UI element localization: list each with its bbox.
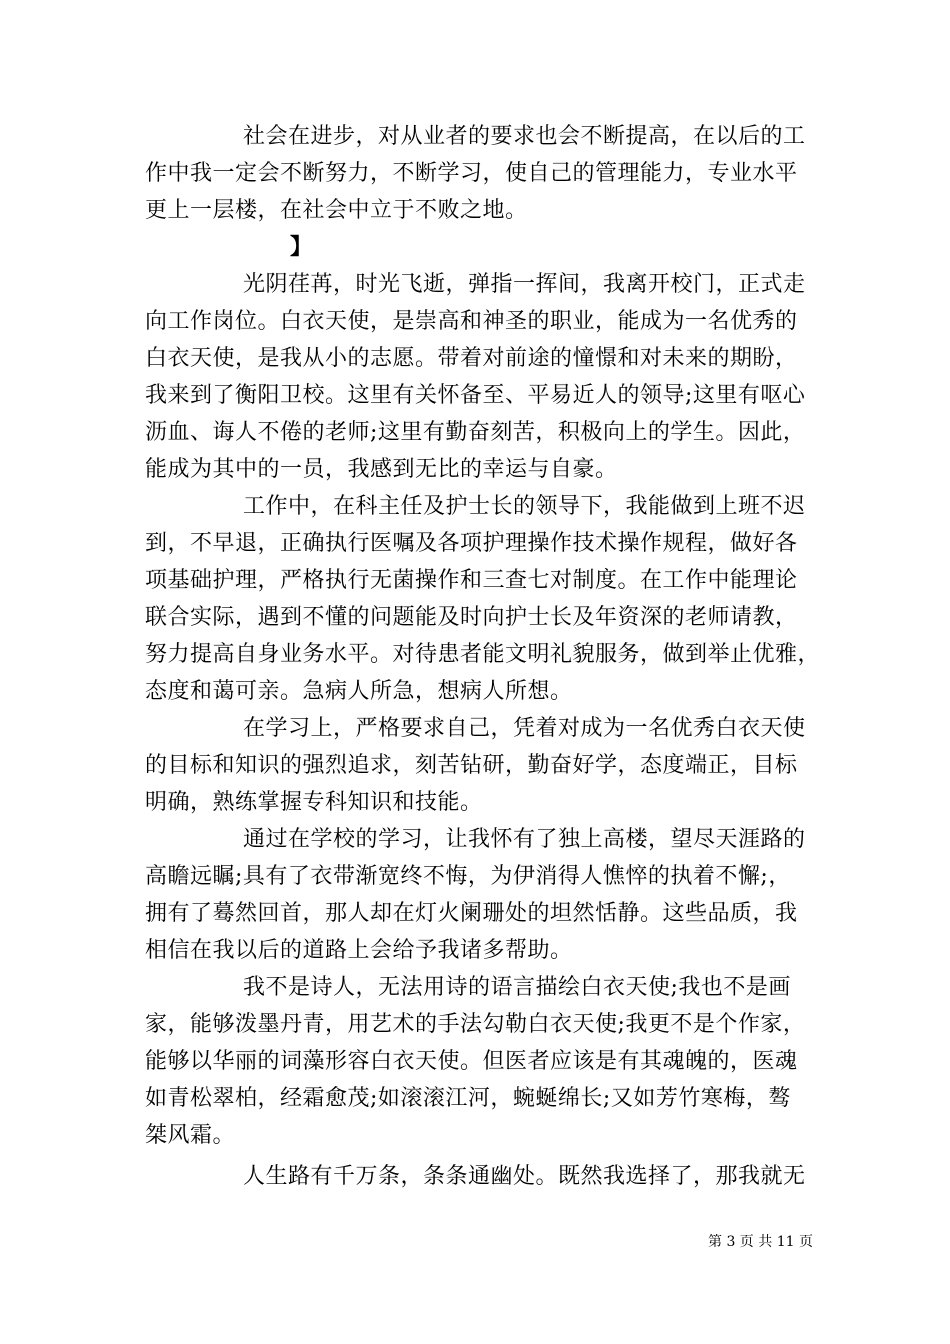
paragraph-2-line-6: 能成为其中的一员，我感到无比的幸运与自豪。 xyxy=(145,457,618,482)
paragraph-1-line-2: 作中我一定会不断努力，不断学习，使自己的管理能力，专业水平 xyxy=(145,161,798,186)
paragraph-3-line-3: 项基础护理，严格执行无菌操作和三查七对制度。在工作中能理论 xyxy=(145,568,798,593)
paragraph-4-line-2: 的目标和知识的强烈追求，刻苦钻研，勤奋好学，态度端正，目标 xyxy=(145,753,798,778)
paragraph-4-line-1: 在学习上，严格要求自己，凭着对成为一名优秀白衣天使 xyxy=(243,716,806,741)
paragraph-6-line-3: 能够以华丽的词藻形容白衣天使。但医者应该是有其魂魄的，医魂 xyxy=(145,1049,798,1074)
paragraph-2-line-3: 白衣天使，是我从小的志愿。带着对前途的憧憬和对未来的期盼， xyxy=(145,346,798,371)
paragraph-2-line-4: 我来到了衡阳卫校。这里有关怀备至、平易近人的领导;这里有呕心 xyxy=(145,383,806,408)
paragraph-3-line-1: 工作中，在科主任及护士长的领导下，我能做到上班不迟 xyxy=(243,494,806,519)
paragraph-4-line-3: 明确，熟练掌握专科知识和技能。 xyxy=(145,790,483,815)
paragraph-5-line-4: 相信在我以后的道路上会给予我诸多帮助。 xyxy=(145,938,573,963)
paragraph-3-line-4: 联合实际，遇到不懂的问题能及时向护士长及年资深的老师请教， xyxy=(145,605,798,630)
paragraph-1-line-1: 社会在进步，对从业者的要求也会不断提高，在以后的工 xyxy=(243,124,806,149)
paragraph-3-line-6: 态度和蔼可亲。急病人所急，想病人所想。 xyxy=(145,679,573,704)
bracket-mark: 】 xyxy=(290,234,313,260)
paragraph-6-line-1: 我不是诗人，无法用诗的语言描绘白衣天使;我也不是画 xyxy=(243,975,791,1000)
paragraph-3-line-2: 到，不早退，正确执行医嘱及各项护理操作技术操作规程，做好各 xyxy=(145,531,798,556)
paragraph-2-line-5: 沥血、诲人不倦的老师;这里有勤奋刻苦，积极向上的学生。因此， xyxy=(145,420,806,445)
paragraph-7-line-1: 人生路有千万条，条条通幽处。既然我选择了，那我就无 xyxy=(243,1164,806,1189)
paragraph-6-line-5: 桀风霜。 xyxy=(145,1123,236,1148)
paragraph-1-line-3: 更上一层楼，在社会中立于不败之地。 xyxy=(145,198,528,223)
paragraph-2-line-2: 向工作岗位。白衣天使，是崇高和神圣的职业，能成为一名优秀的 xyxy=(145,309,798,334)
paragraph-2-line-1: 光阴荏苒，时光飞逝，弹指一挥间，我离开校门，正式走 xyxy=(243,272,806,297)
paragraph-5-line-1: 通过在学校的学习，让我怀有了独上高楼，望尽天涯路的 xyxy=(243,827,806,852)
paragraph-5-line-2: 高瞻远瞩;具有了衣带渐宽终不悔，为伊消得人憔悴的执着不懈;， xyxy=(145,864,791,889)
paragraph-6-line-4: 如青松翠柏，经霜愈茂;如滚滚江河，蜿蜒绵长;又如芳竹寒梅，骜 xyxy=(145,1086,791,1111)
paragraph-6-line-2: 家，能够泼墨丹青，用艺术的手法勾勒白衣天使;我更不是个作家， xyxy=(145,1012,806,1037)
page-number-footer: 第 3 页 共 11 页 xyxy=(708,1234,813,1250)
paragraph-5-line-3: 拥有了蓦然回首，那人却在灯火阑珊处的坦然恬静。这些品质，我 xyxy=(145,901,798,926)
paragraph-3-line-5: 努力提高自身业务水平。对待患者能文明礼貌服务，做到举止优雅， xyxy=(145,642,821,667)
